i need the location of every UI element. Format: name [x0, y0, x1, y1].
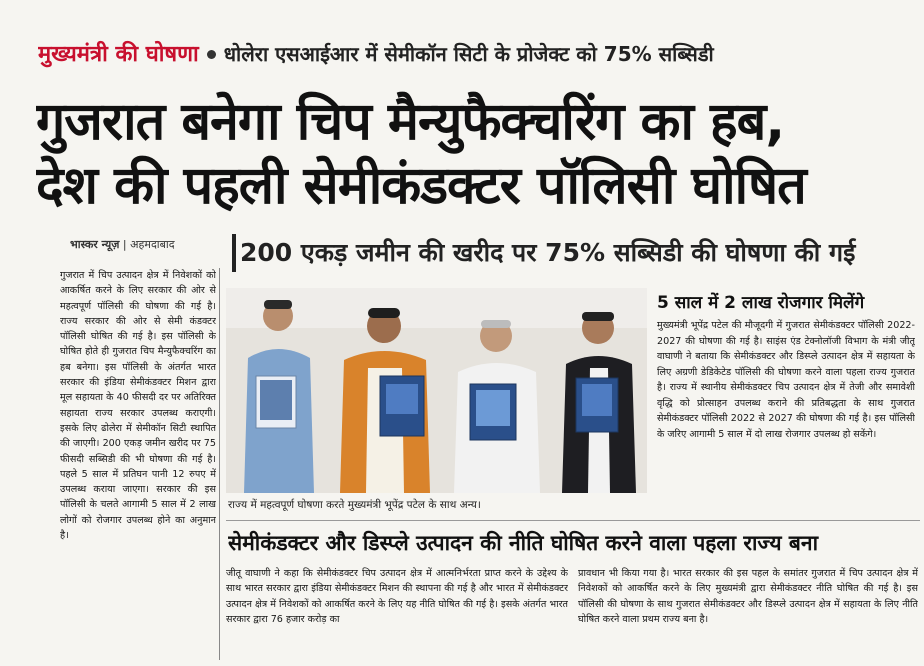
photo-caption: राज्य में महत्वपूर्ण घोषणा करते मुख्यमंत्री भूपेंद्र पटेल के साथ अन्य। — [228, 499, 481, 511]
section-rule — [226, 520, 920, 521]
headline — [36, 90, 916, 218]
left-column-text — [60, 268, 216, 664]
byline-agency: भास्कर न्यूज़ — [70, 238, 120, 251]
section-heading: सेमीकंडक्टर और डिस्प्ले उत्पादन की नीति घोषित करने वाला पहला राज्य बना — [228, 531, 819, 555]
subheadline-rule — [232, 234, 236, 272]
headline-line-1: गुजरात बनेगा चिप मैन्युफैक्चरिंग का हब, — [36, 92, 785, 152]
byline-city: अहमदाबाद — [130, 238, 175, 251]
photo-illustration — [226, 288, 647, 493]
bullet-icon — [207, 50, 216, 59]
left-column-paragraph: गुजरात में चिप उत्पादन क्षेत्र में निवेशकों को आकर्षित करने के लिए सरकार की ओर से महत्वपूर्ण पॉलिसी की घोषणा की गई है। राज्य सरकार की ओर से सेमी कंडक्टर पॉलिसी घोषित की गई है। इस पॉलिसी के घोषित होते ही गुजरात चिप मैन्युफैक्चरिंग का हब बनेगा। इस पॉलिसी के अंतर्गत भारत सरकार की इंडिया सेमीकंडक्टर मिशन द्वारा मूल सहायता के 40 फीसदी दर पर अतिरिक्त सहायता राज्य सरकार उपलब्ध कराएगी। इसके लिए ढोलेरा में सेमीकॉन सिटी स्थापित की जाएगी। 200 एकड़ जमीन खरीद पर 75 फीसदी सब्सिडी की भी घोषणा की गई है। पहले 5 साल में प्रतिघन पानी 12 रुपए में उपलब्ध कराया जाएगा। सरकार की इस पॉलिसी के चलते आगामी 5 साल में 2 लाख लोगों को रोजगार उपलब्ध होने का अनुमान है। — [60, 270, 216, 542]
section-body-1: जीतू वाघाणी ने कहा कि सेमीकंडक्टर चिप उत्पादन क्षेत्र में आत्मनिर्भरता प्राप्त करने के उद्देश्य के साथ भारत सरकार द्वारा इंडिया सेमीकंडक्टर मिशन की स्थापना की गई है और भारत में सेमीकंडक्टर उत्पादन क्षेत्र में निवेशकों को आकर्षित करने के लिए यह नीति घोषित की गई है। इसके अंतर्गत भारत सरकार द्वारा 76 हजार करोड़ का — [226, 568, 568, 626]
kicker-text: धोलेरा एसआईआर में सेमीकॉन सिटी के प्रोजेक्ट को 75% सब्सिडी — [223, 42, 714, 66]
section-body-2: प्रावधान भी किया गया है। भारत सरकार की इस पहल के समांतर गुजरात में चिप उत्पादन क्षेत्र में निवेशकों को आकर्षित करने के लिए मुख्यमंत्री द्वारा सेमीकंडक्टर नीति घोषित की गई है। इस पॉलिसी की घोषणा के साथ गुजरात सेमीकंडक्टर और डिस्प्ले उत्पादन क्षेत्र में सहायता के लिए नीति घोषित करने वाला प्रथम राज्य बना है। — [578, 568, 918, 626]
right-box-text: मुख्यमंत्री भूपेंद्र पटेल की मौजूदगी में गुजरात सेमीकंडक्टर पॉलिसी 2022-2027 की घोषणा की गई है। साइंस एंड टेक्नोलॉजी विभाग के मंत्री जीतू वाघाणी ने बताया कि सेमीकंडक्टर और डिस्प्ले उत्पादन क्षेत्र में सहायता के लिए अग्रणी डेडिकेटेड पॉलिसी की घोषणा करने वाला पहला राज्य गुजरात है। राज्य में स्थानीय सेमीकंडक्टर चिप उत्पादन क्षेत्र में तेजी और समावेशी वृद्धि को प्रोत्साहन उपलब्ध कराने की प्रतिबद्धता के साथ गुजरात सेमीकंडक्टर पॉलिसी 2022 से 2027 की घोषणा की गई है। इस पॉलिसी के जरिए आगामी 5 साल में दो लाख रोजगार उपलब्ध हो सकेंगे। — [657, 320, 915, 440]
news-photo — [226, 288, 647, 493]
byline: भास्कर न्यूज़ | अहमदाबाद — [70, 238, 175, 251]
kicker-line — [38, 34, 910, 74]
subheadline: 200 एकड़ जमीन की खरीद पर 75% सब्सिडी की घोषणा की गई — [240, 238, 856, 267]
kicker-label: मुख्यमंत्री की घोषणा — [38, 35, 199, 74]
right-box-title: 5 साल में 2 लाख रोजगार मिलेंगे — [657, 293, 865, 313]
column-divider — [219, 268, 220, 660]
headline-line-2: देश की पहली सेमीकंडक्टर पॉलिसी घोषित — [36, 156, 806, 216]
